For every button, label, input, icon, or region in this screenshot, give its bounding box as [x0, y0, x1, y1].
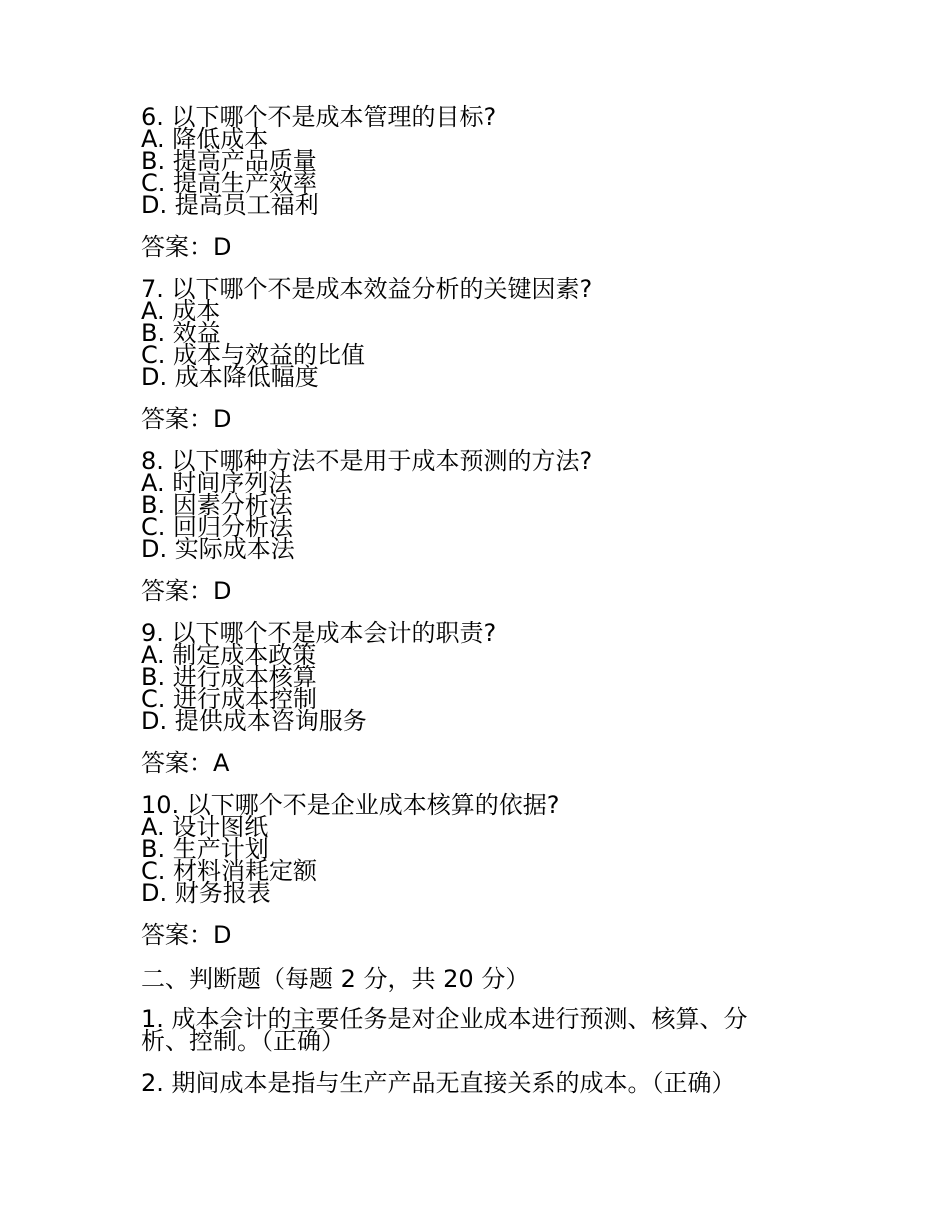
- option-b: B. 进行成本核算: [141, 663, 317, 691]
- question-9: [141, 619, 781, 777]
- option-b: B. 生产计划: [141, 835, 269, 863]
- answer: 答案：D: [141, 577, 232, 605]
- option-d: D. 实际成本法: [141, 535, 295, 563]
- option-a: A. 时间序列法: [141, 469, 293, 497]
- question-10: [141, 791, 781, 949]
- option-d: D. 提高员工福利: [141, 191, 319, 219]
- option-c: C. 进行成本控制: [141, 685, 318, 713]
- option-c: C. 材料消耗定额: [141, 857, 318, 885]
- true-false-item: 2. 期间成本是指与生产产品无直接关系的成本。（正确）: [141, 1069, 736, 1097]
- answer: 答案：D: [141, 233, 232, 261]
- question-stem: 7. 以下哪个不是成本效益分析的关键因素?: [141, 275, 593, 303]
- section-heading: 二、判断题（每题 2 分，共 20 分）: [141, 965, 530, 993]
- option-b: B. 提高产品质量: [141, 147, 317, 175]
- option-d: D. 成本降低幅度: [141, 363, 319, 391]
- option-a: A. 成本: [141, 297, 221, 325]
- question-stem: 9. 以下哪个不是成本会计的职责?: [141, 619, 497, 647]
- option-c: C. 提高生产效率: [141, 169, 318, 197]
- question-stem: 8. 以下哪种方法不是用于成本预测的方法?: [141, 447, 593, 475]
- option-a: A. 降低成本: [141, 125, 269, 153]
- option-c: C. 成本与效益的比值: [141, 341, 366, 369]
- answer: 答案：D: [141, 405, 232, 433]
- option-a: A. 设计图纸: [141, 813, 269, 841]
- option-b: B. 因素分析法: [141, 491, 293, 519]
- true-false-item: 1. 成本会计的主要任务是对企业成本进行预测、核算、分析、控制。（正确）: [141, 1005, 748, 1055]
- option-d: D. 财务报表: [141, 879, 271, 907]
- option-d: D. 提供成本咨询服务: [141, 707, 367, 735]
- answer: 答案：D: [141, 921, 232, 949]
- question-8: [141, 447, 781, 605]
- answer: 答案：A: [141, 749, 230, 777]
- question-6: [141, 103, 781, 261]
- document-page: [141, 103, 781, 1114]
- question-stem: 6. 以下哪个不是成本管理的目标?: [141, 103, 497, 131]
- question-7: [141, 275, 781, 433]
- option-c: C. 回归分析法: [141, 513, 294, 541]
- question-stem: 10. 以下哪个不是企业成本核算的依据?: [141, 791, 560, 819]
- option-b: B. 效益: [141, 319, 221, 347]
- option-a: A. 制定成本政策: [141, 641, 317, 669]
